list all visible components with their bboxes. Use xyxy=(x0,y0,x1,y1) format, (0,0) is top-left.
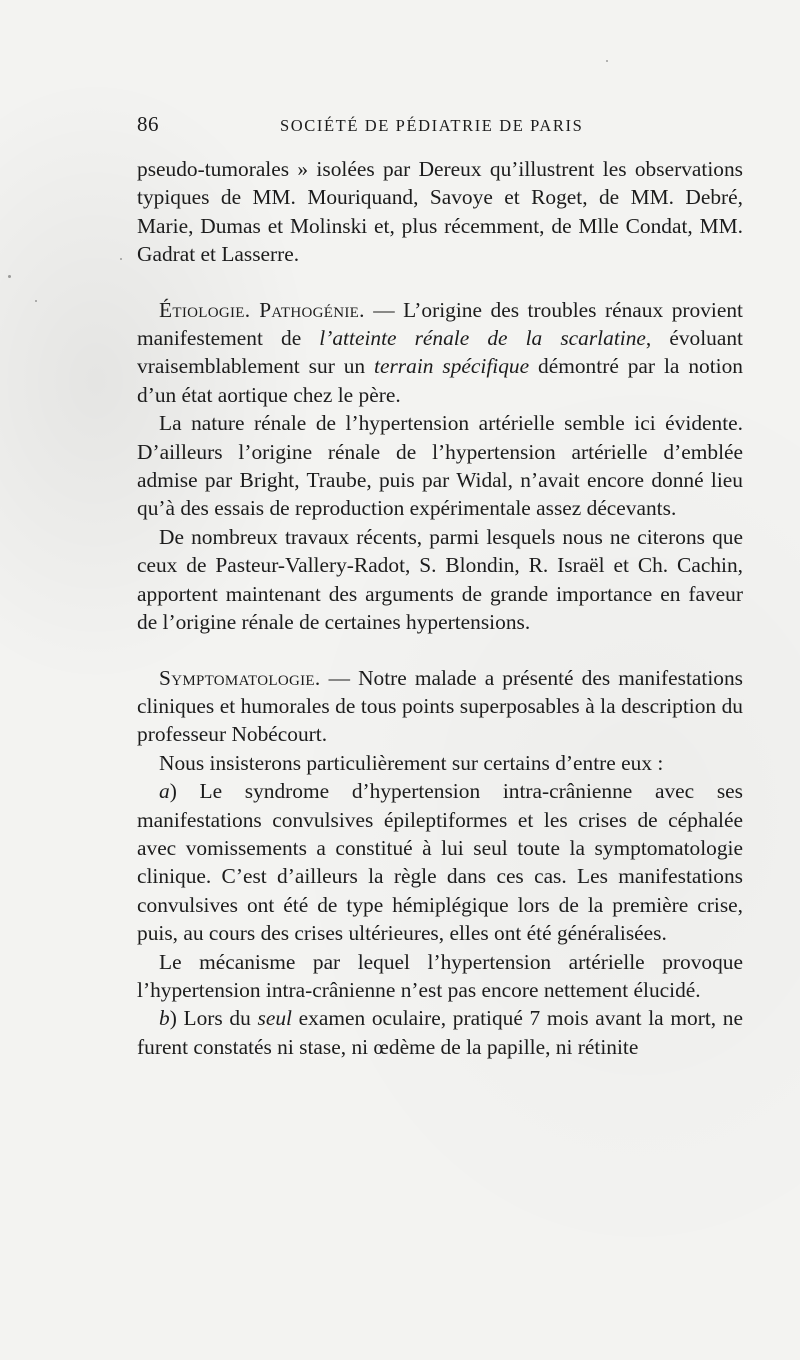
paragraph-item-a xyxy=(137,777,743,947)
list-marker: a xyxy=(159,779,170,804)
paragraph: De nombreux travaux récents, parmi lesquels nous ne citerons que ceux de Pasteur-Vallery-Radot, S. Blondin, R. Israël et Ch. Cachin, apportent maintenant des arguments de grande importance en faveur de l’origine rénale de certaines hypertensions. xyxy=(137,524,743,635)
paragraph: Nous insisterons particulièrement sur certains d’entre eux : xyxy=(159,750,664,775)
section-heading: Étiologie. Pathogénie. xyxy=(159,297,365,322)
section-heading: Symptomatologie. xyxy=(159,665,321,690)
paragraph: La nature rénale de l’hypertension artérielle semble ici évidente. D’ailleurs l’origine rénale de l’hypertension artérielle d’emblée admise par Bright, Traube, puis par Widal, n’avait encore donné lieu qu’à des essais de reproduction expérimentale assez décevants. xyxy=(137,411,743,521)
text-run: examen oculaire, pratiqué 7 mois avant la mort, ne furent constatés ni stase, ni œdème de la papille, ni rétinite xyxy=(137,1006,743,1059)
paragraph-item-b xyxy=(137,1004,743,1061)
scan-speck xyxy=(8,275,11,278)
list-marker: b xyxy=(159,1006,170,1031)
scan-speck xyxy=(606,60,608,62)
text-run: ) Le syndrome d’hypertension intra-crânienne avec ses manifestations convulsives épileptiformes et les crises de céphalée avec vomissements a constitué à lui seul toute la symptomatologie clinique. C’est d’ailleurs la règle dans ces cas. Les manifestations convulsives ont été de type hémiplégique lors de la première crise, puis, au cours des crises ultérieures, elles ont été généralisées. xyxy=(137,779,743,946)
scan-speck xyxy=(35,300,37,302)
text-run: — L’origine des troubles rénaux provient manifestement de xyxy=(137,297,743,351)
text-run: démontré par la notion d’un état aortique chez le père. xyxy=(137,354,743,407)
text-run: , évoluant vraisemblablement sur un xyxy=(137,326,743,379)
page-header xyxy=(137,112,743,142)
scan-speck xyxy=(120,258,122,260)
paragraph-symptomatologie xyxy=(137,664,743,749)
text-run: — Notre malade a présenté des manifestations cliniques et humorales de tous points superposables à la description du professeur Nobécourt. xyxy=(137,665,743,747)
paragraph: pseudo-tumorales » isolées par Dereux qu’illustrent les observations typiques de MM. Mouriquand, Savoye et Roget, de MM. Debré, Marie, Dumas et Molinski et, plus récemment, de Mlle Condat, MM. Gadrat et Lasserre. xyxy=(137,157,743,267)
body-text xyxy=(137,155,743,1061)
italic-run: seul xyxy=(257,1006,292,1031)
paragraph: Le mécanisme par lequel l’hypertension artérielle provoque l’hypertension intra-crânienne n’est pas encore nettement élucidé. xyxy=(137,949,743,1002)
running-head: SOCIÉTÉ DE PÉDIATRIE DE PARIS xyxy=(280,116,584,135)
italic-run: l’atteinte rénale de la scarlatine xyxy=(319,326,646,351)
page-number: 86 xyxy=(137,112,159,136)
paragraph-etiologie xyxy=(137,296,743,410)
italic-run: terrain spécifique xyxy=(374,354,530,379)
text-run: ) Lors du xyxy=(169,1006,258,1031)
